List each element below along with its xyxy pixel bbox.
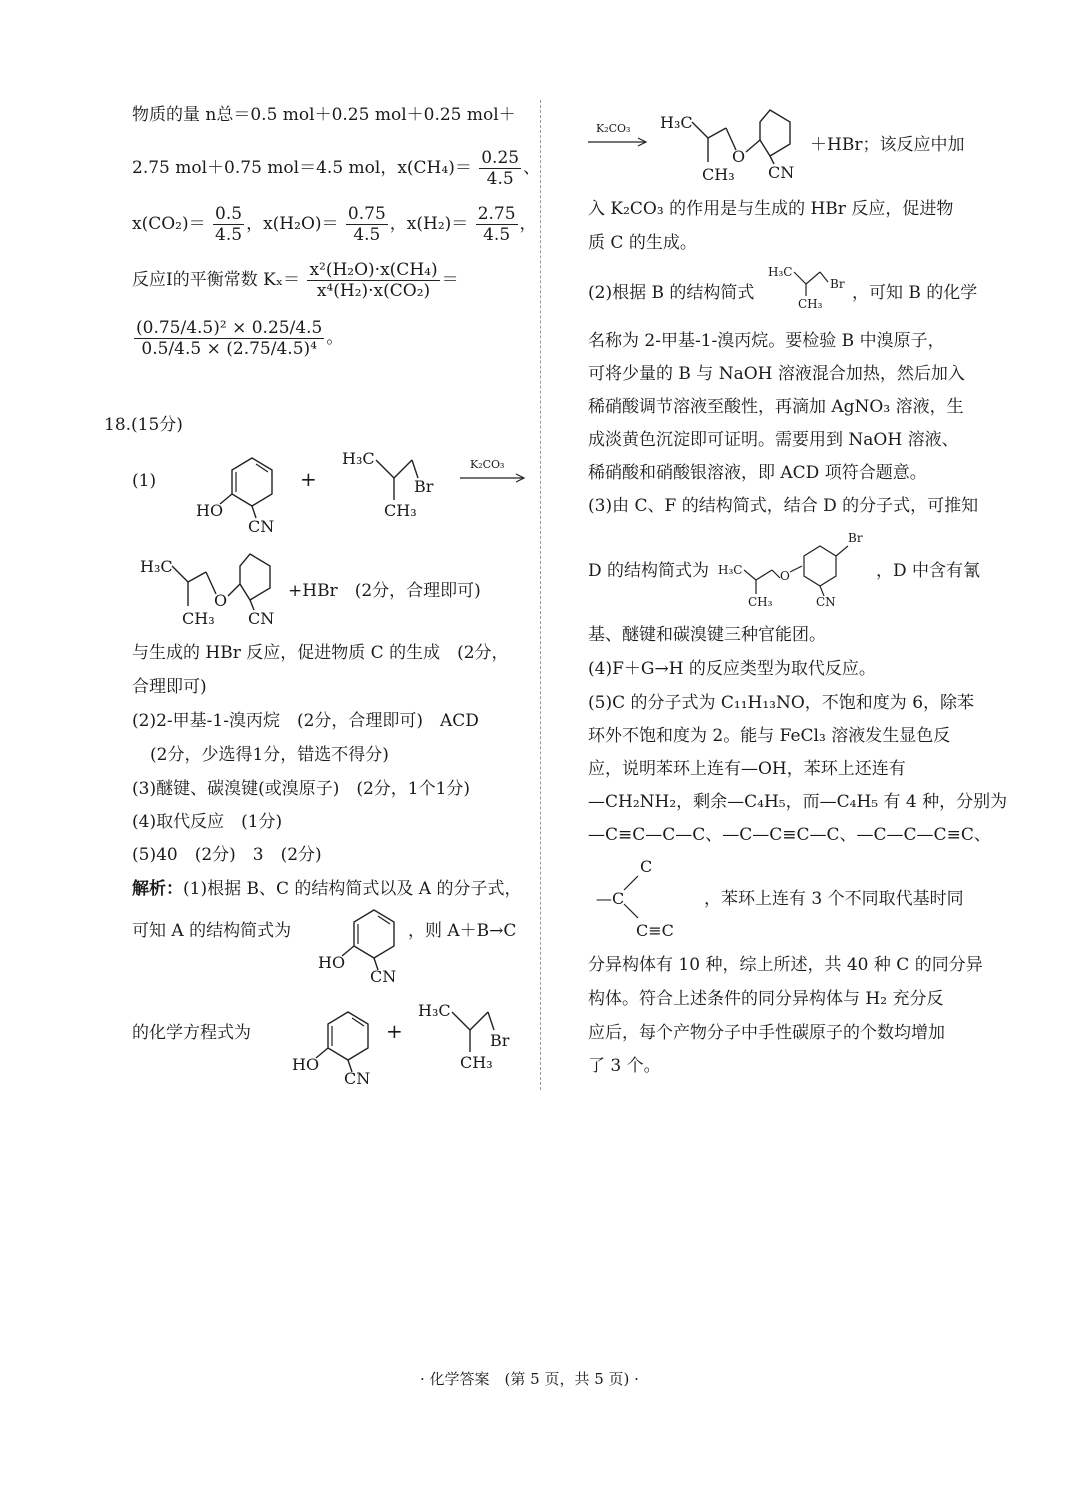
right-line-11b: ，D 中含有氰 <box>876 561 981 581</box>
cn-label: CN <box>344 1069 371 1088</box>
right-line-15: 环外不饱和度为 2。能与 FeCl₃ 溶液发生显色反 <box>588 726 951 746</box>
ho-label: HO <box>292 1055 320 1074</box>
den: x⁴(H₂)·x(CO₂) <box>316 281 431 301</box>
analysis-line-3: 的化学方程式为 <box>132 1023 251 1043</box>
h3c-label: H₃C <box>342 449 375 468</box>
den: 4.5 <box>486 169 514 189</box>
cn-label: CN <box>816 595 836 609</box>
text: 反应Ⅰ的平衡常数 Kₓ＝ <box>132 270 301 290</box>
cn-label: CN <box>248 517 275 536</box>
h3c-label: H₃C <box>418 1001 451 1020</box>
k2co3-label: K₂CO₃ <box>470 458 505 471</box>
den: 4.5 <box>353 225 381 245</box>
part1-b: 与生成的 HBr 反应，促进物质 C 的生成 (2分， <box>132 643 509 663</box>
part3: (3)醚键、碳溴键(或溴原子) (2分，1个1分) <box>132 779 471 799</box>
right-line-17: —CH₂NH₂，剩余—C₄H₅，而—C₄H₅ 有 4 种，分别为 <box>588 792 1008 812</box>
h3c-label: H₃C <box>660 113 693 132</box>
ch3-label: CH₃ <box>702 165 735 184</box>
part5: (5)40 (2分) 3 (2分) <box>132 845 322 865</box>
right-line-20: 分异构体有 10 种，综上所述，共 40 种 C 的同分异 <box>588 955 983 975</box>
right-line-4a: (2)根据 B 的结构简式 <box>588 283 755 303</box>
molecule-d <box>716 524 876 614</box>
right-line-10: (3)由 C、F 的结构简式，结合 D 的分子式，可推知 <box>588 496 979 516</box>
column-divider <box>540 100 541 1090</box>
right-line-13: (4)F＋G→H 的反应类型为取代反应。 <box>588 659 876 679</box>
part1-label: (1) <box>132 471 157 491</box>
right-line-19: ，苯环上连有 3 个不同取代基时同 <box>704 889 964 909</box>
right-line-18: —C≡C—C—C、—C—C≡C—C、—C—C—C≡C、 <box>588 825 991 845</box>
left-line-1: 物质的量 n总＝0.5 mol＋0.25 mol＋0.25 mol＋ <box>132 105 516 125</box>
left-line-4: 反应Ⅰ的平衡常数 Kₓ＝ $\frac{\text{x²(H₂O)·x(CH₄)}}{\text{x⁴(H₂)·x(CO₂)}}$ ＝ <box>132 260 459 301</box>
h3c-label: H₃C <box>768 265 793 279</box>
br-label: Br <box>490 1031 510 1050</box>
num: (0.75/4.5)² × 0.25/4.5 <box>136 318 323 338</box>
h3c-label: H₃C <box>718 563 743 577</box>
ch3-label: CH₃ <box>798 297 823 311</box>
right-line-7: 稀硝酸调节溶液至酸性，再滴加 AgNO₃ 溶液，生 <box>588 397 964 417</box>
reaction-arrow-k2co3 <box>456 456 536 486</box>
right-line-1: ＋HBr；该反应中加 <box>810 135 965 155</box>
hbr-line: +HBr (2分，合理即可) <box>288 581 481 601</box>
plus-sign-2: + <box>386 1019 403 1043</box>
part2-b: (2分，少选得1分，错选不得分) <box>150 745 389 765</box>
fraction-kx <box>307 260 439 301</box>
o-label: O <box>780 569 790 583</box>
text: ，x(H₂O)＝ <box>246 214 339 234</box>
o-label: O <box>732 147 746 166</box>
right-line-8: 成淡黄色沉淀即可证明。需要用到 NaOH 溶液、 <box>588 430 959 450</box>
molecule-a-structure <box>312 900 408 990</box>
den: 4.5 <box>483 225 511 245</box>
molecule-b-bromide <box>340 444 450 524</box>
page-footer: · 化学答案 (第 5 页，共 5 页) · <box>420 1370 639 1388</box>
plus-sign: + <box>300 467 317 491</box>
right-line-12: 基、醚键和碳溴键三种官能团。 <box>588 625 826 645</box>
left-line-2: 2.75 mol＋0.75 mol＝4.5 mol，x(CH₄)＝ $\frac{0.25}{4.5}$ 、 <box>132 148 541 189</box>
part1-c: 合理即可) <box>132 677 207 697</box>
part2-a: (2)2-甲基-1-溴丙烷 (2分，合理即可) ACD <box>132 711 479 731</box>
kx-expression: $\frac{\text{(0.75/4.5)² × 0.25/4.5}}{\text{0.5/4.5 × (2.75/4.5)⁴}}$ 。 <box>136 318 344 359</box>
right-line-11a: D 的结构简式为 <box>588 561 710 581</box>
text: (1)根据 B、C 的结构简式以及 A 的分子式， <box>183 879 522 899</box>
den: 4.5 <box>215 225 243 245</box>
reaction-arrow-k2co3-right <box>586 120 652 150</box>
left-line-3: x(CO₂)＝ $\frac{0.5}{4.5}$ ，x(H₂O)＝ $\frac{0.75}{4.5}$ ，x(H₂)＝ $\frac{2.75}{4.5}$ ， <box>132 204 537 245</box>
ch3-label: CH₃ <box>182 609 215 628</box>
branch-bottom: C≡C <box>636 921 674 940</box>
right-line-5: 名称为 2-甲基-1-溴丙烷。要检验 B 中溴原子， <box>588 331 945 351</box>
text: 2.75 mol＋0.75 mol＝4.5 mol，x(CH₄)＝ <box>132 158 472 178</box>
right-line-9: 稀硝酸和硝酸银溶液，即 ACD 项符合题意。 <box>588 463 927 483</box>
br-label: Br <box>848 531 863 545</box>
o-label: O <box>214 591 228 610</box>
num: 0.75 <box>347 204 386 224</box>
molecule-c-ether <box>136 540 286 630</box>
right-line-6: 可将少量的 B 与 NaOH 溶液混合加热，然后加入 <box>588 364 965 384</box>
fraction-h2 <box>476 204 518 245</box>
fraction-kx-value <box>134 318 324 359</box>
molecule-b-small <box>766 262 856 312</box>
cn-label: CN <box>248 609 275 628</box>
num: 2.75 <box>477 204 516 224</box>
right-line-21: 构体。符合上述条件的同分异构体与 H₂ 充分反 <box>588 989 944 1009</box>
ch3-label: CH₃ <box>748 595 773 609</box>
molecule-c-right <box>656 100 806 190</box>
right-line-16: 应，说明苯环上连有—OH，苯环上还连有 <box>588 759 906 779</box>
analysis-line-1 <box>132 878 521 900</box>
molecule-a-equation <box>286 1002 382 1092</box>
right-line-3: 质 C 的生成。 <box>588 233 697 253</box>
molecule-b-equation <box>416 996 526 1076</box>
branch-mid: —C <box>596 889 625 908</box>
right-line-4b: ，可知 B 的化学 <box>852 283 978 303</box>
cn-label: CN <box>370 967 397 986</box>
cn-label: CN <box>768 163 795 182</box>
br-label: Br <box>414 477 434 496</box>
molecule-a-2-cyanophenol <box>190 448 290 538</box>
right-line-22: 应后，每个产物分子中手性碳原子的个数均增加 <box>588 1023 945 1043</box>
analysis-line-2b: ，则 A＋B→C <box>408 921 517 941</box>
text: ，x(H₂)＝ <box>389 214 469 234</box>
ho-label: HO <box>318 953 346 972</box>
fraction-co2 <box>213 204 244 245</box>
ho-label: HO <box>196 501 224 520</box>
branched-c4h5-group <box>592 852 702 942</box>
h3c-label: H₃C <box>140 557 173 576</box>
num: x²(H₂O)·x(CH₄) <box>309 260 438 280</box>
br-label: Br <box>830 277 845 291</box>
right-line-2: 入 K₂CO₃ 的作用是与生成的 HBr 反应，促进物 <box>588 199 954 219</box>
ch3-label: CH₃ <box>384 501 417 520</box>
part4: (4)取代反应 (1分) <box>132 812 283 832</box>
ch3-label: CH₃ <box>460 1053 493 1072</box>
question-18: 18.(15分) <box>104 415 183 435</box>
num: 0.5 <box>215 204 243 224</box>
den: 0.5/4.5 × (2.75/4.5)⁴ <box>141 339 317 359</box>
k2co3-label: K₂CO₃ <box>596 122 631 135</box>
branch-top: C <box>640 857 653 876</box>
right-line-23: 了 3 个。 <box>588 1056 661 1076</box>
fraction-ch4 <box>479 148 521 189</box>
text: x(CO₂)＝ <box>132 214 206 234</box>
analysis-line-2a: 可知 A 的结构简式为 <box>132 921 292 941</box>
right-line-14: (5)C 的分子式为 C₁₁H₁₃NO，不饱和度为 6，除苯 <box>588 693 975 713</box>
analysis-label: 解析： <box>132 879 183 899</box>
num: 0.25 <box>481 148 520 168</box>
fraction-h2o <box>346 204 388 245</box>
